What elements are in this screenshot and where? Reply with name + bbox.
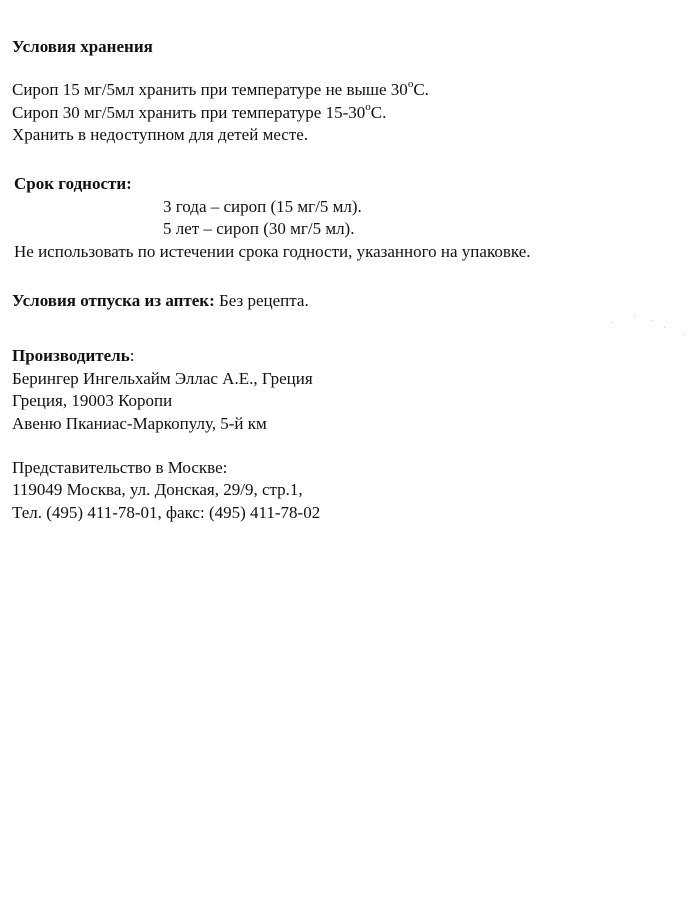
manufacturer-line-1: Берингер Ингельхайм Эллас А.Е., Греция — [12, 369, 313, 388]
dispensing-line — [12, 291, 309, 311]
dispensing-label: Условия отпуска из аптек: — [12, 291, 215, 310]
shelf-life-item-2: 5 лет – сироп (30 мг/5 мл). — [163, 219, 355, 238]
storage-line-2-text: Сироп 30 мг/5мл хранить при температуре 15-30 — [12, 103, 366, 122]
storage-line-3: Хранить в недоступном для детей месте. — [12, 125, 309, 144]
shelf-life-item-1: 3 года – сироп (15 мг/5 мл). — [163, 197, 362, 216]
scan-speck — [634, 316, 635, 317]
storage-line-1-text: Сироп 15 мг/5мл хранить при температуре не выше 30 — [12, 80, 408, 99]
storage-heading: Условия хранения — [12, 37, 153, 56]
manufacturer-heading-colon: : — [129, 346, 135, 365]
dispensing-value: Без рецепта. — [219, 291, 309, 310]
shelf-life-heading: Срок годности: — [14, 174, 132, 193]
scan-speck — [683, 334, 684, 335]
storage-line-2 — [12, 103, 386, 123]
representative-line-3: Тел. (495) 411-78-01, факс: (495) 411-78-02 — [12, 503, 321, 522]
shelf-life-note: Не использовать по истечении срока годности, указанного на упаковке. — [14, 242, 531, 261]
representative-line-1: Представительство в Москве: — [12, 458, 228, 477]
storage-line-2-unit: С. — [370, 103, 387, 122]
scan-speck — [612, 322, 613, 323]
storage-line-1-unit: С. — [413, 80, 429, 99]
manufacturer-line-3: Авеню Пканиас-Маркопулу, 5-й км — [12, 414, 267, 433]
storage-line-1 — [12, 80, 429, 100]
scan-speck — [651, 320, 652, 321]
scan-speck — [664, 327, 665, 328]
manufacturer-heading: Производитель — [12, 346, 130, 365]
degree-sign: o — [365, 101, 371, 114]
manufacturer-heading-line — [12, 346, 134, 366]
degree-sign: o — [407, 78, 414, 91]
representative-line-2: 119049 Москва, ул. Донская, 29/9, стр.1, — [12, 480, 303, 499]
manufacturer-line-2: Греция, 19003 Коропи — [12, 391, 173, 410]
